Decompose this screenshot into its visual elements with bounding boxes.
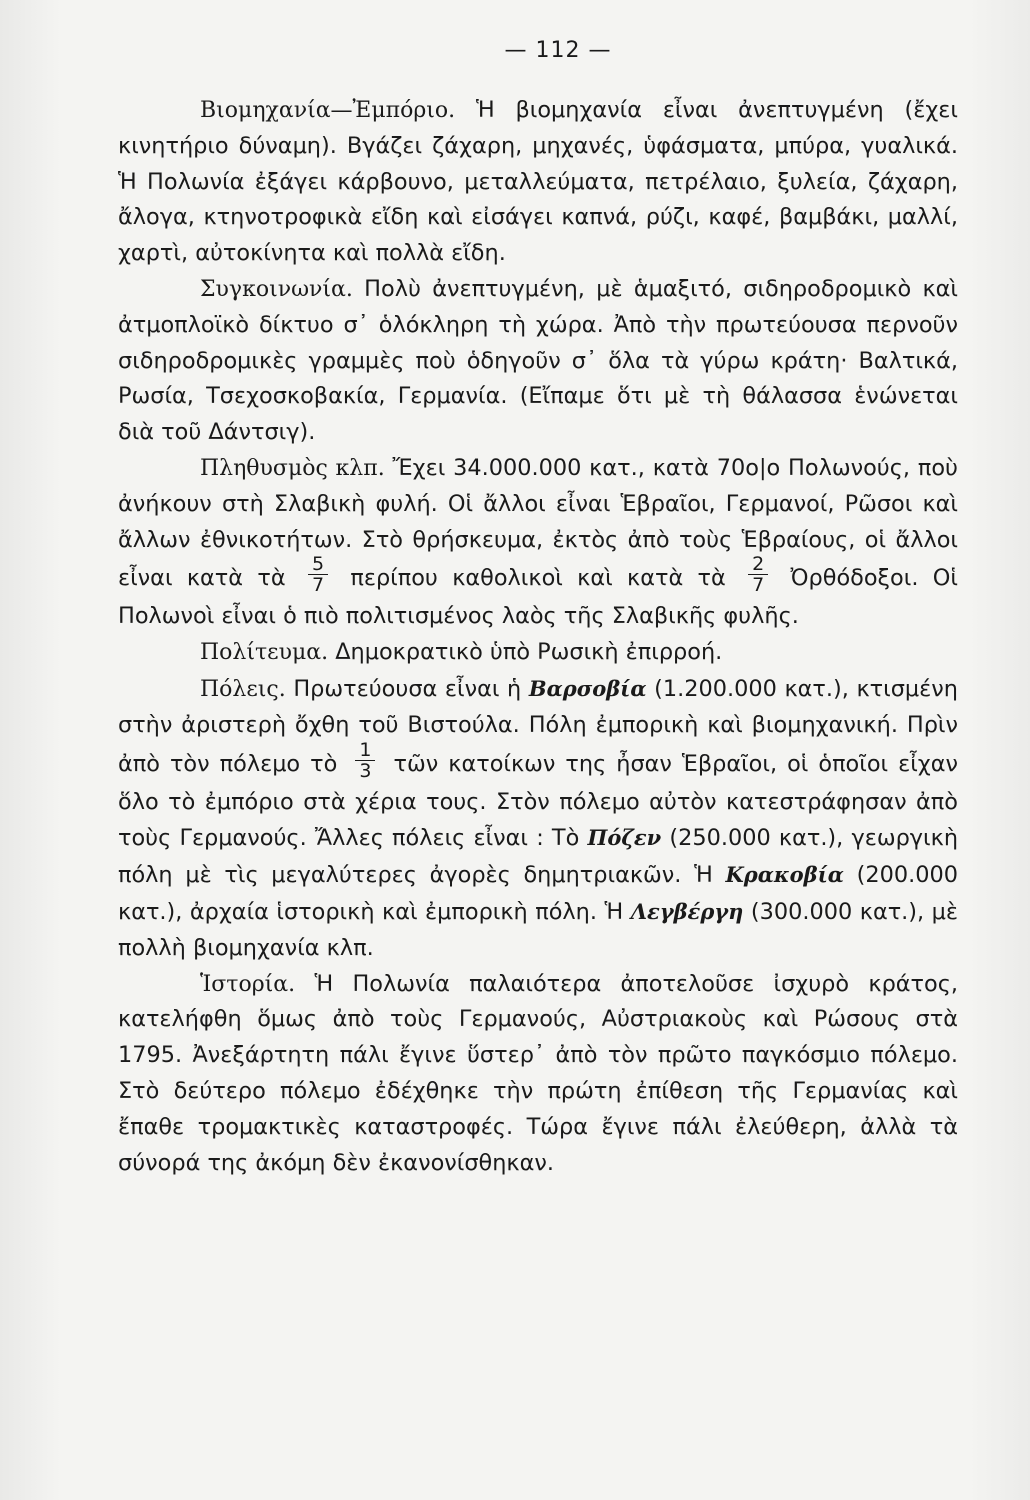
fraction-one-third [355,740,375,781]
fraction-denominator: 3 [359,759,372,782]
text-cities-2: (1.200.000 κατ.), κτισμένη στὴν ἀριστερὴ ὄχθη τοῦ Βιστούλα. Πόλη ἐμπορικὴ καὶ βιομηχανική. Πρὶν ἀπὸ τὸν πόλεμο τὸ [118,675,958,777]
heading-population: Πληθυσμὸς κλπ. [200,455,385,481]
text-history: Ἡ Πολωνία παλαιότερα ἀποτελοῦσε ἰσχυρὸ κράτος, κατελήφθη ὅμως ἀπὸ τοὺς Γερμανούς, Αὐστριακοὺς καὶ Ρώσους στὰ 1795. Ἀνεξάρτητη πάλι ἔγινε ὕστερ᾿ ἀπὸ τὸν πρῶτο παγκόσμιο πόλεμο. Στὸ δεύτερο πόλεμο ἐδέχθηκε τὴν πρώτη ἐπίθεση τῆς Γερμανίας καὶ ἔπαθε τρομακτικὲς καταστροφές. Τώρα ἔγινε πάλι ἐλεύθερη, ἀλλὰ τὰ σύνορά της ἀκόμη δὲν ἐκανονίσθηκαν. [118,970,958,1176]
text-cities-6: (300.000 κατ.), μὲ πολλὴ βιομηχανία κλπ. [118,898,958,961]
city-poznan: Πόζεν [587,825,662,851]
heading-government: Πολίτευμα. [200,640,329,666]
fraction-numerator: 5 [308,554,328,575]
fraction-numerator: 2 [748,554,768,575]
fraction-two-sevenths [748,554,768,595]
city-krakow: Κρακοβία [725,862,844,888]
text-population-3: Ὀρθόδοξοι. Οἱ Πολωνοὶ εἶναι ὁ πιὸ πολιτισμένος λαὸς τῆς Σλαβικῆς φυλῆς. [118,565,958,630]
text-cities-3: τῶν κατοίκων της ἦσαν Ἑβραῖοι, οἱ ὁποῖοι εἶχαν ὅλο τὸ ἐμπόριο στὰ χέρια τους. Στὸν πόλεμο αὐτὸν κατεστράφησαν ἀπὸ τοὺς Γερμανούς. Ἄλλες πόλεις εἶναι : Τὸ [118,750,959,852]
heading-communication: Συγκοινωνία. [200,276,353,302]
text-population-1: Ἔχει 34.000.000 κατ., κατὰ 70ο|ο Πολωνούς, ποὺ ἀνήκουν στὴ Σλαβικὴ φυλή. Οἱ ἄλλοι εἶναι Ἑβραῖοι, Γερμανοί, Ρῶσοι καὶ ἄλλων ἐθνικοτήτων. Στὸ θρήσκευμα, ἐκτὸς ἀπὸ τοὺς Ἑβραίους, οἱ ἄλλοι εἶναι κατὰ τὰ [118,454,958,592]
text-communication: Πολὺ ἀνεπτυγμένη, μὲ ἁμαξιτό, σιδηροδρομικὸ καὶ ἀτμοπλοϊκὸ δίκτυο σ᾿ ὁλόκληρη τὴ χώρα. Ἀπὸ τὴν πρωτεύουσα περνοῦν σιδηροδρομικὲς γραμμὲς ποὺ ὁδηγοῦν σ᾿ ὅλα τὰ γύρω κράτη· Βαλτικά, Ρωσία, Τσεχοσκοβακία, Γερμανία. (Εἴπαμε ὅτι μὲ τὴ θάλασσα ἑνώνεται διὰ τοῦ Δάντσιγ). [118,275,958,446]
fraction-five-sevenths [308,554,328,595]
fraction-numerator: 1 [355,740,375,761]
section-communication [118,272,958,451]
city-lviv: Λεγβέργη [630,898,744,924]
city-warsaw: Βαρσοβία [528,675,647,701]
page-number: — 112 — [504,38,612,63]
section-cities [118,671,958,967]
text-government: Δημοκρατικὸ ὑπὸ Ρωσικὴ ἐπιρροή. [335,639,723,666]
section-history [118,967,958,1182]
text-cities-1: Πρωτεύουσα εἶναι ἡ [293,675,522,702]
text-cities-4: (250.000 κατ.), γεωργικὴ πόλη μὲ τὶς μεγαλύτερες ἀγορὲς δημητριακῶν. Ἡ [118,825,959,889]
section-industry [118,93,958,272]
text-cities-5: (200.000 κατ.), ἀρχαία ἱστορικὴ καὶ ἐμπορικὴ πόλη. Ἡ [118,862,958,925]
section-population [118,451,958,635]
heading-industry: Βιομηχανία—Ἐμπόριο. [200,98,456,123]
text-industry: Ἡ βιομηχανία εἶναι ἀνεπτυγμένη (ἔχει κινητήριο δύναμη). Βγάζει ζάχαρη, μηχανές, ὑφάσματα, μπύρα, γυαλικά. Ἡ Πολωνία ἐξάγει κάρβουνο, μεταλλεύματα, πετρέλαιο, ξυλεία, ζάχαρη, ἄλογα, κτηνοτροφικὰ εἴδη καὶ εἰσάγει καπνά, ρύζι, καφέ, βαμβάκι, μαλλί, χαρτὶ, αὐτοκίνητα καὶ πολλὰ εἴδη. [118,97,958,267]
heading-history: Ἱστορία. [200,971,296,997]
section-government [118,635,958,671]
text-population-2: περίπου καθολικοὶ καὶ κατὰ τὰ [350,565,726,592]
fraction-denominator: 7 [752,574,765,597]
heading-cities: Πόλεις. [200,676,286,702]
fraction-denominator: 7 [311,574,325,597]
